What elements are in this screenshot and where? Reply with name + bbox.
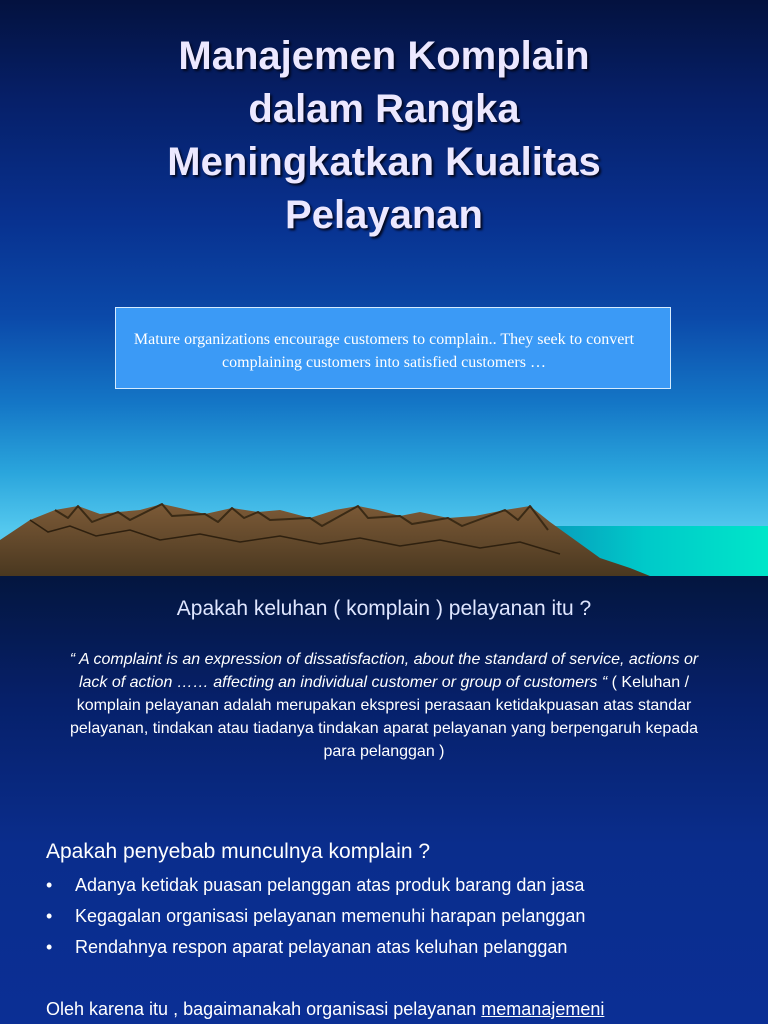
list-item [46,870,585,901]
complaint-definition [64,648,704,763]
slide-title [84,30,684,242]
conclusion-text [46,996,604,1022]
quote-line: Mature organizations encourage customers to complain.. They seek to convert [133,331,635,348]
slide-title-line: Manajemen Komplain [178,34,590,78]
bullet-icon: • [46,875,53,895]
list-item [46,932,585,963]
list-item [46,901,585,932]
causes-list [46,870,585,963]
conclusion-body: Oleh karena itu , bagaimanakah organisasi pelayanan [46,999,482,1019]
causes-heading: Apakah penyebab munculnya komplain ? [46,840,431,863]
content-slide [0,576,768,1024]
question-heading: Apakah keluhan ( komplain ) pelayanan itu ? [176,597,592,620]
slide-title-line: dalam Rangka [248,87,520,131]
slide-title-line: Meningkatkan Kualitas [167,140,601,184]
mountain-range [0,504,650,576]
cause-text: Kegagalan organisasi pelayanan memenuhi harapan pelanggan [75,906,586,926]
manage-link[interactable]: memanajemeni [481,999,605,1019]
definition-indonesian: ( Keluhan / komplain pelayanan adalah merupakan ekspresi perasaan ketidakpuasan atas standar pelayanan, tindakan atau tiadanya tindakan aparat pelayanan yang berpengaruh kepada para pelanggan ) [69,674,699,760]
bullet-icon: • [46,937,53,957]
quote-text [60,328,708,374]
definition-english: “ A complaint is an expression of dissatisfaction, about the standard of service, actions or lack of action …… affecting an individual customer or group of customers “ [69,651,699,691]
mountain-landscape [0,496,768,576]
bullet-icon: • [46,906,53,926]
cause-text: Rendahnya respon aparat pelayanan atas keluhan pelanggan [75,937,568,957]
quote-line: complaining customers into satisfied customers … [222,354,546,371]
slide-title-line: Pelayanan [285,193,483,237]
cause-text: Adanya ketidak puasan pelanggan atas produk barang dan jasa [75,875,585,895]
